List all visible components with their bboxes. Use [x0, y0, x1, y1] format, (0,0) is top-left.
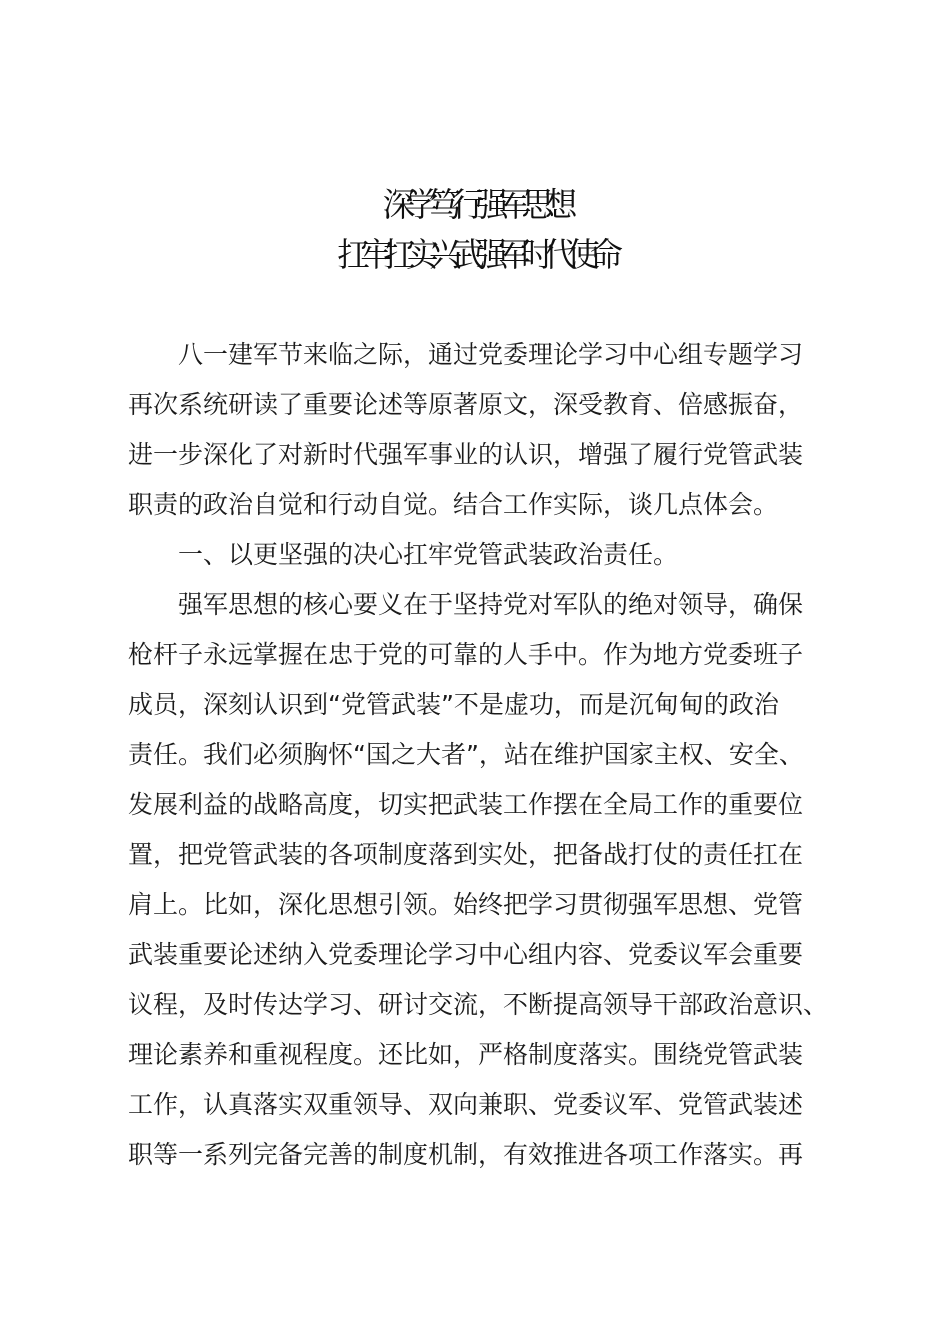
paragraph-line: 发展利益的战略高度，切实把武装工作摆在全局工作的重要位 — [128, 790, 804, 819]
paragraph-line: 议程，及时传达学习、研讨交流，不断提高领导干部政治意识、 — [128, 990, 829, 1019]
paragraph-line: 再次系统研读了重要论述等原著原文，深受教育、倍感振奋， — [128, 390, 804, 419]
paragraph-line: 成员，深刻认识到“党管武装”不是虚功，而是沉甸甸的政治 — [128, 690, 779, 719]
document-body — [128, 330, 833, 1180]
paragraph-line: 枪杆子永远掌握在忠于党的可靠的人手中。作为地方党委班子 — [128, 640, 804, 669]
paragraph-line: 工作，认真落实双重领导、双向兼职、党委议军、党管武装述 — [128, 1090, 804, 1119]
title-line-1: 深学笃行 强军思想 — [382, 185, 568, 224]
paragraph-line: 理论素养和重视程度。还比如，严格制度落实。围绕党管武装 — [128, 1040, 804, 1069]
paragraph-line: 强军思想的核心要义在于坚持党对军队的绝对领导，确保 — [178, 590, 804, 619]
paragraph-line: 武装重要论述纳入党委理论学习中心组内容、党委议军会重要 — [128, 940, 804, 969]
document-title — [0, 180, 950, 280]
paragraph-line: 肩上。比如，深化思想引领。始终把学习贯彻强军思想、党管 — [128, 890, 804, 919]
paragraph-line: 职等一系列完备完善的制度机制，有效推进各项工作落实。再 — [128, 1140, 804, 1169]
section-heading: 一、以更坚强的决心扛牢党管武装政治责任。 — [178, 540, 679, 569]
paragraph-line: 责任。我们必须胸怀“国之大者”，站在维护国家主权、安全、 — [128, 740, 804, 769]
paragraph-line: 八一建军节来临之际，通过党委理论学习中心组专题学习 — [178, 340, 804, 369]
paragraph-line: 进一步深化了对新时代强军事业的认识，增强了履行党管武装 — [128, 440, 804, 469]
paragraph-line: 置，把党管武装的各项制度落到实处，把备战打仗的责任扛在 — [128, 840, 804, 869]
paragraph-line: 职责的政治自觉和行动自觉。结合工作实际，谈几点体会。 — [128, 490, 779, 519]
title-line-2: 扛牢扛实兴武强军时代使命 — [337, 235, 613, 274]
